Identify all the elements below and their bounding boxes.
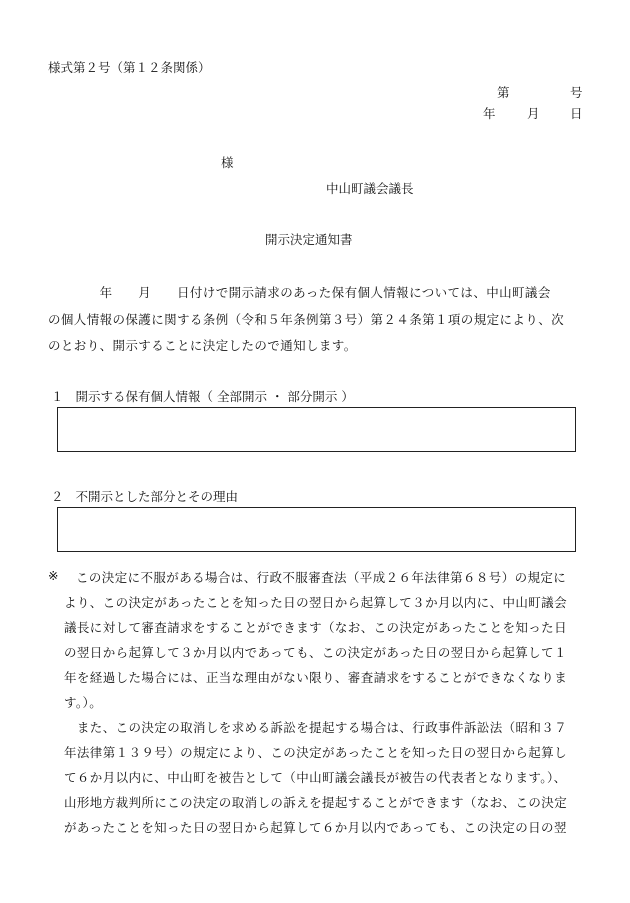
note-line: この決定に不服がある場合は、行政不服審査法（平成２６年法律第６８号）の規定に — [76, 570, 567, 585]
form-id: 様式第２号（第１２条関係） — [48, 60, 211, 75]
section2-label: 不開示とした部分とその理由 — [75, 489, 239, 504]
note-line: の翌日から起算して３か月以内であっても、この決定があった日の翌日から起算して１ — [64, 645, 567, 660]
note-line: より、この決定があったことを知った日の翌日から起算して３か月以内に、中山町議会 — [64, 595, 567, 610]
issuer: 中山町議会議長 — [326, 181, 414, 196]
intro-line: のとおり、開示することに決定したので通知します。 — [48, 338, 357, 353]
note-mark: ※ — [48, 568, 59, 583]
note-line: 年を経過した場合には、正当な理由がない限り、審査請求をすることができなくなりま — [64, 670, 568, 685]
section1-label: 開示する保有個人情報（ 全部開示 ・ 部分開示 ） — [75, 389, 354, 404]
note-line: 議長に対して審査請求をすることができます（なお、この決定があったことを知った日 — [64, 620, 567, 635]
document-title: 開示決定通知書 — [265, 232, 353, 247]
section2-input-box[interactable] — [57, 507, 576, 552]
section1-heading — [51, 387, 354, 405]
note-line: 年法律第１３９号）の規定により、この決定があったことを知った日の翌日から起算し — [64, 745, 567, 760]
note-line: て６か月以内に、中山町を被告として（中山町議会議長が被告の代表者となります。）、 — [64, 770, 567, 785]
section1-number: １ — [51, 389, 64, 404]
date-year: 年 — [483, 106, 496, 121]
addressee-suffix: 様 — [221, 155, 234, 170]
note-line: また、この決定の取消しを求める訴訟を提起する場合は、行政事件訴訟法（昭和３７ — [64, 720, 568, 735]
number-suffix: 号 — [570, 85, 583, 100]
section2-heading — [51, 487, 238, 505]
note-line: があったことを知った日の翌日から起算して６か月以内であっても、この決定の日の翌 — [64, 820, 567, 835]
section1-input-box[interactable] — [57, 407, 576, 452]
date-month: 月 — [527, 106, 540, 121]
note-line: 山形地方裁判所にこの決定の取消しの訴えを提起することができます（なお、この決定 — [64, 795, 568, 810]
date-day: 日 — [570, 106, 583, 121]
section2-number: ２ — [51, 489, 64, 504]
note-line: す。）。 — [64, 695, 103, 710]
intro-line: 年 月 日付けで開示請求のあった保有個人情報については、中山町議会 — [48, 285, 551, 300]
intro-line: の個人情報の保護に関する条例（令和５年条例第３号）第２４条第１項の規定により、次 — [48, 312, 565, 327]
number-label: 第 — [497, 85, 510, 100]
